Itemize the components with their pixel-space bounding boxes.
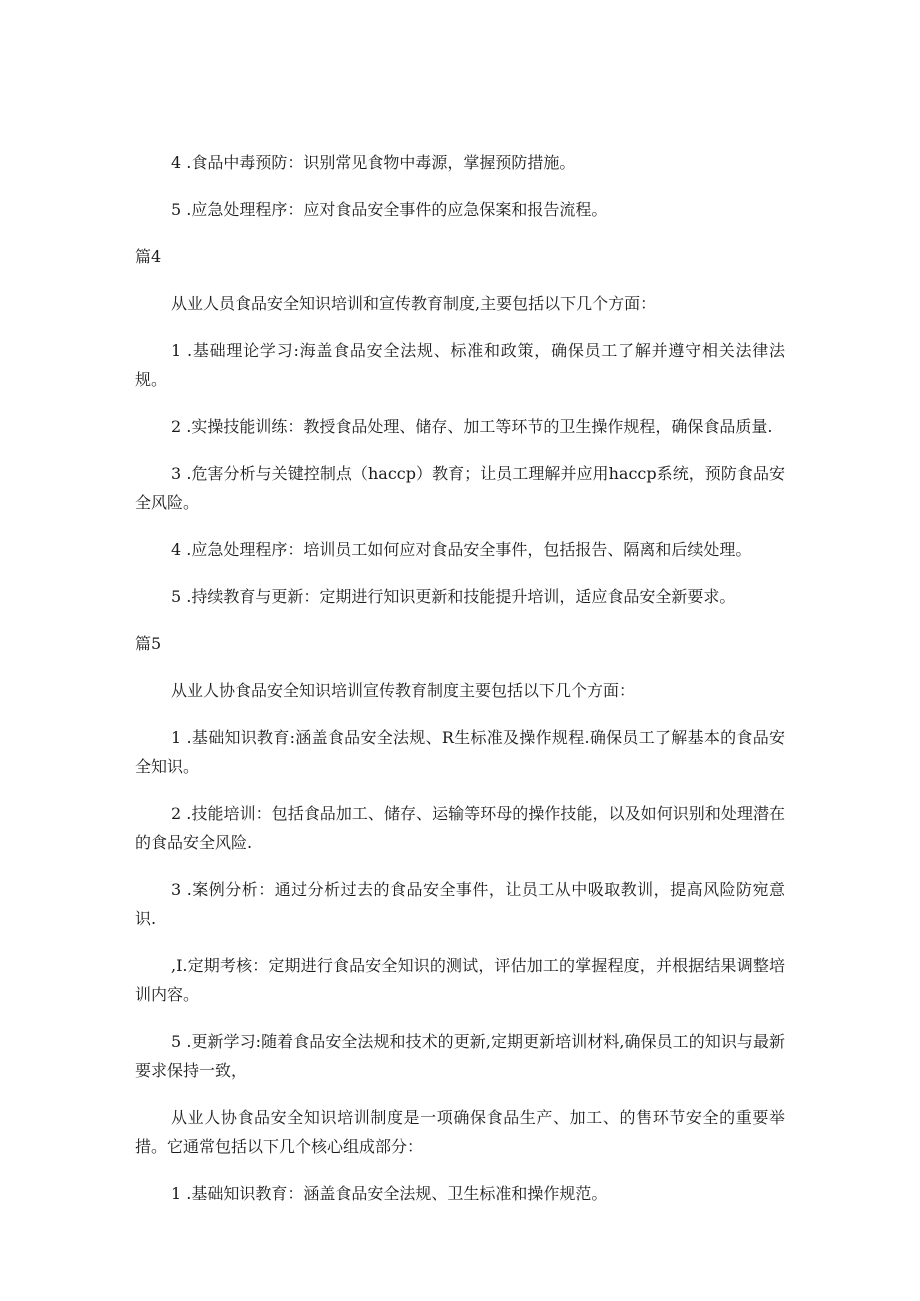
document-body — [135, 148, 785, 1208]
list-item: 1 .基础知识教育：涵盖食品安全法规、卫生标准和操作规范。 — [171, 1184, 608, 1203]
list-item: 5 .持续教育与更新：定期进行知识更新和技能提升培训，适应食品安全新要求。 — [171, 587, 736, 606]
section-intro: 从业人员食品安全知识培训和宣传教育制度,主要包括以下几个方面： — [171, 294, 657, 313]
list-item: 3 .危害分析与关键控制点（haccp）教育；让员工理解并应用haccp系统，预防食品安全风险。 — [135, 464, 785, 512]
list-item: 1 .基础理论学习:海盖食品安全法规、标准和政策，确保员工了解并遵守相关法律法规。 — [135, 341, 785, 389]
list-item: 1 .基础知识教育:涵盖食品安全法规、R生标准及操作规程.确保员工了解基本的食品安全知识。 — [135, 728, 785, 776]
list-item: 3 .案例分析：通过分析过去的食品安全事件，让员工从中吸取教训，提高风险防宛意识. — [135, 880, 785, 928]
section-intro: 从业人协食品安全知识培训宣传教育制度主要包括以下几个方面： — [171, 681, 636, 700]
list-item: 2 .实操技能训练：教授食品处理、储存、加工等环节的卫生操作规程，确保食品质量. — [171, 417, 773, 436]
list-item: 5 .更新学习:随着食品安全法规和技术的更新,定期更新培训材料,确保员工的知识与最新要求保持一致， — [135, 1032, 785, 1080]
list-item: ,I.定期考核：定期进行食品安全知识的测试，评估加工的掌握程度，并根据结果调整培训内容。 — [135, 956, 785, 1004]
list-item: 4 .食品中毒预防：识别常见食物中毒源，掌握预防措施。 — [171, 153, 576, 172]
section-intro: 从业人协食品安全知识培训制度是一项确保食品生产、加工、的售环节安全的重要举措。它通常包括以下几个核心组成部分： — [135, 1108, 785, 1156]
section-heading: 篇4 — [135, 247, 162, 266]
section-heading: 篇5 — [135, 634, 162, 653]
list-item: 4 .应急处理程序：培训员工如何应对食品安全事件，包括报告、隔离和后续处理。 — [171, 540, 752, 559]
list-item: 5 .应急处理程序：应对食品安全事件的应急保案和报告流程。 — [171, 200, 608, 219]
list-item: 2 .技能培训：包括食品加工、储存、运输等环母的操作技能，以及如何识别和处理潜在的食品安全风险. — [135, 804, 785, 852]
